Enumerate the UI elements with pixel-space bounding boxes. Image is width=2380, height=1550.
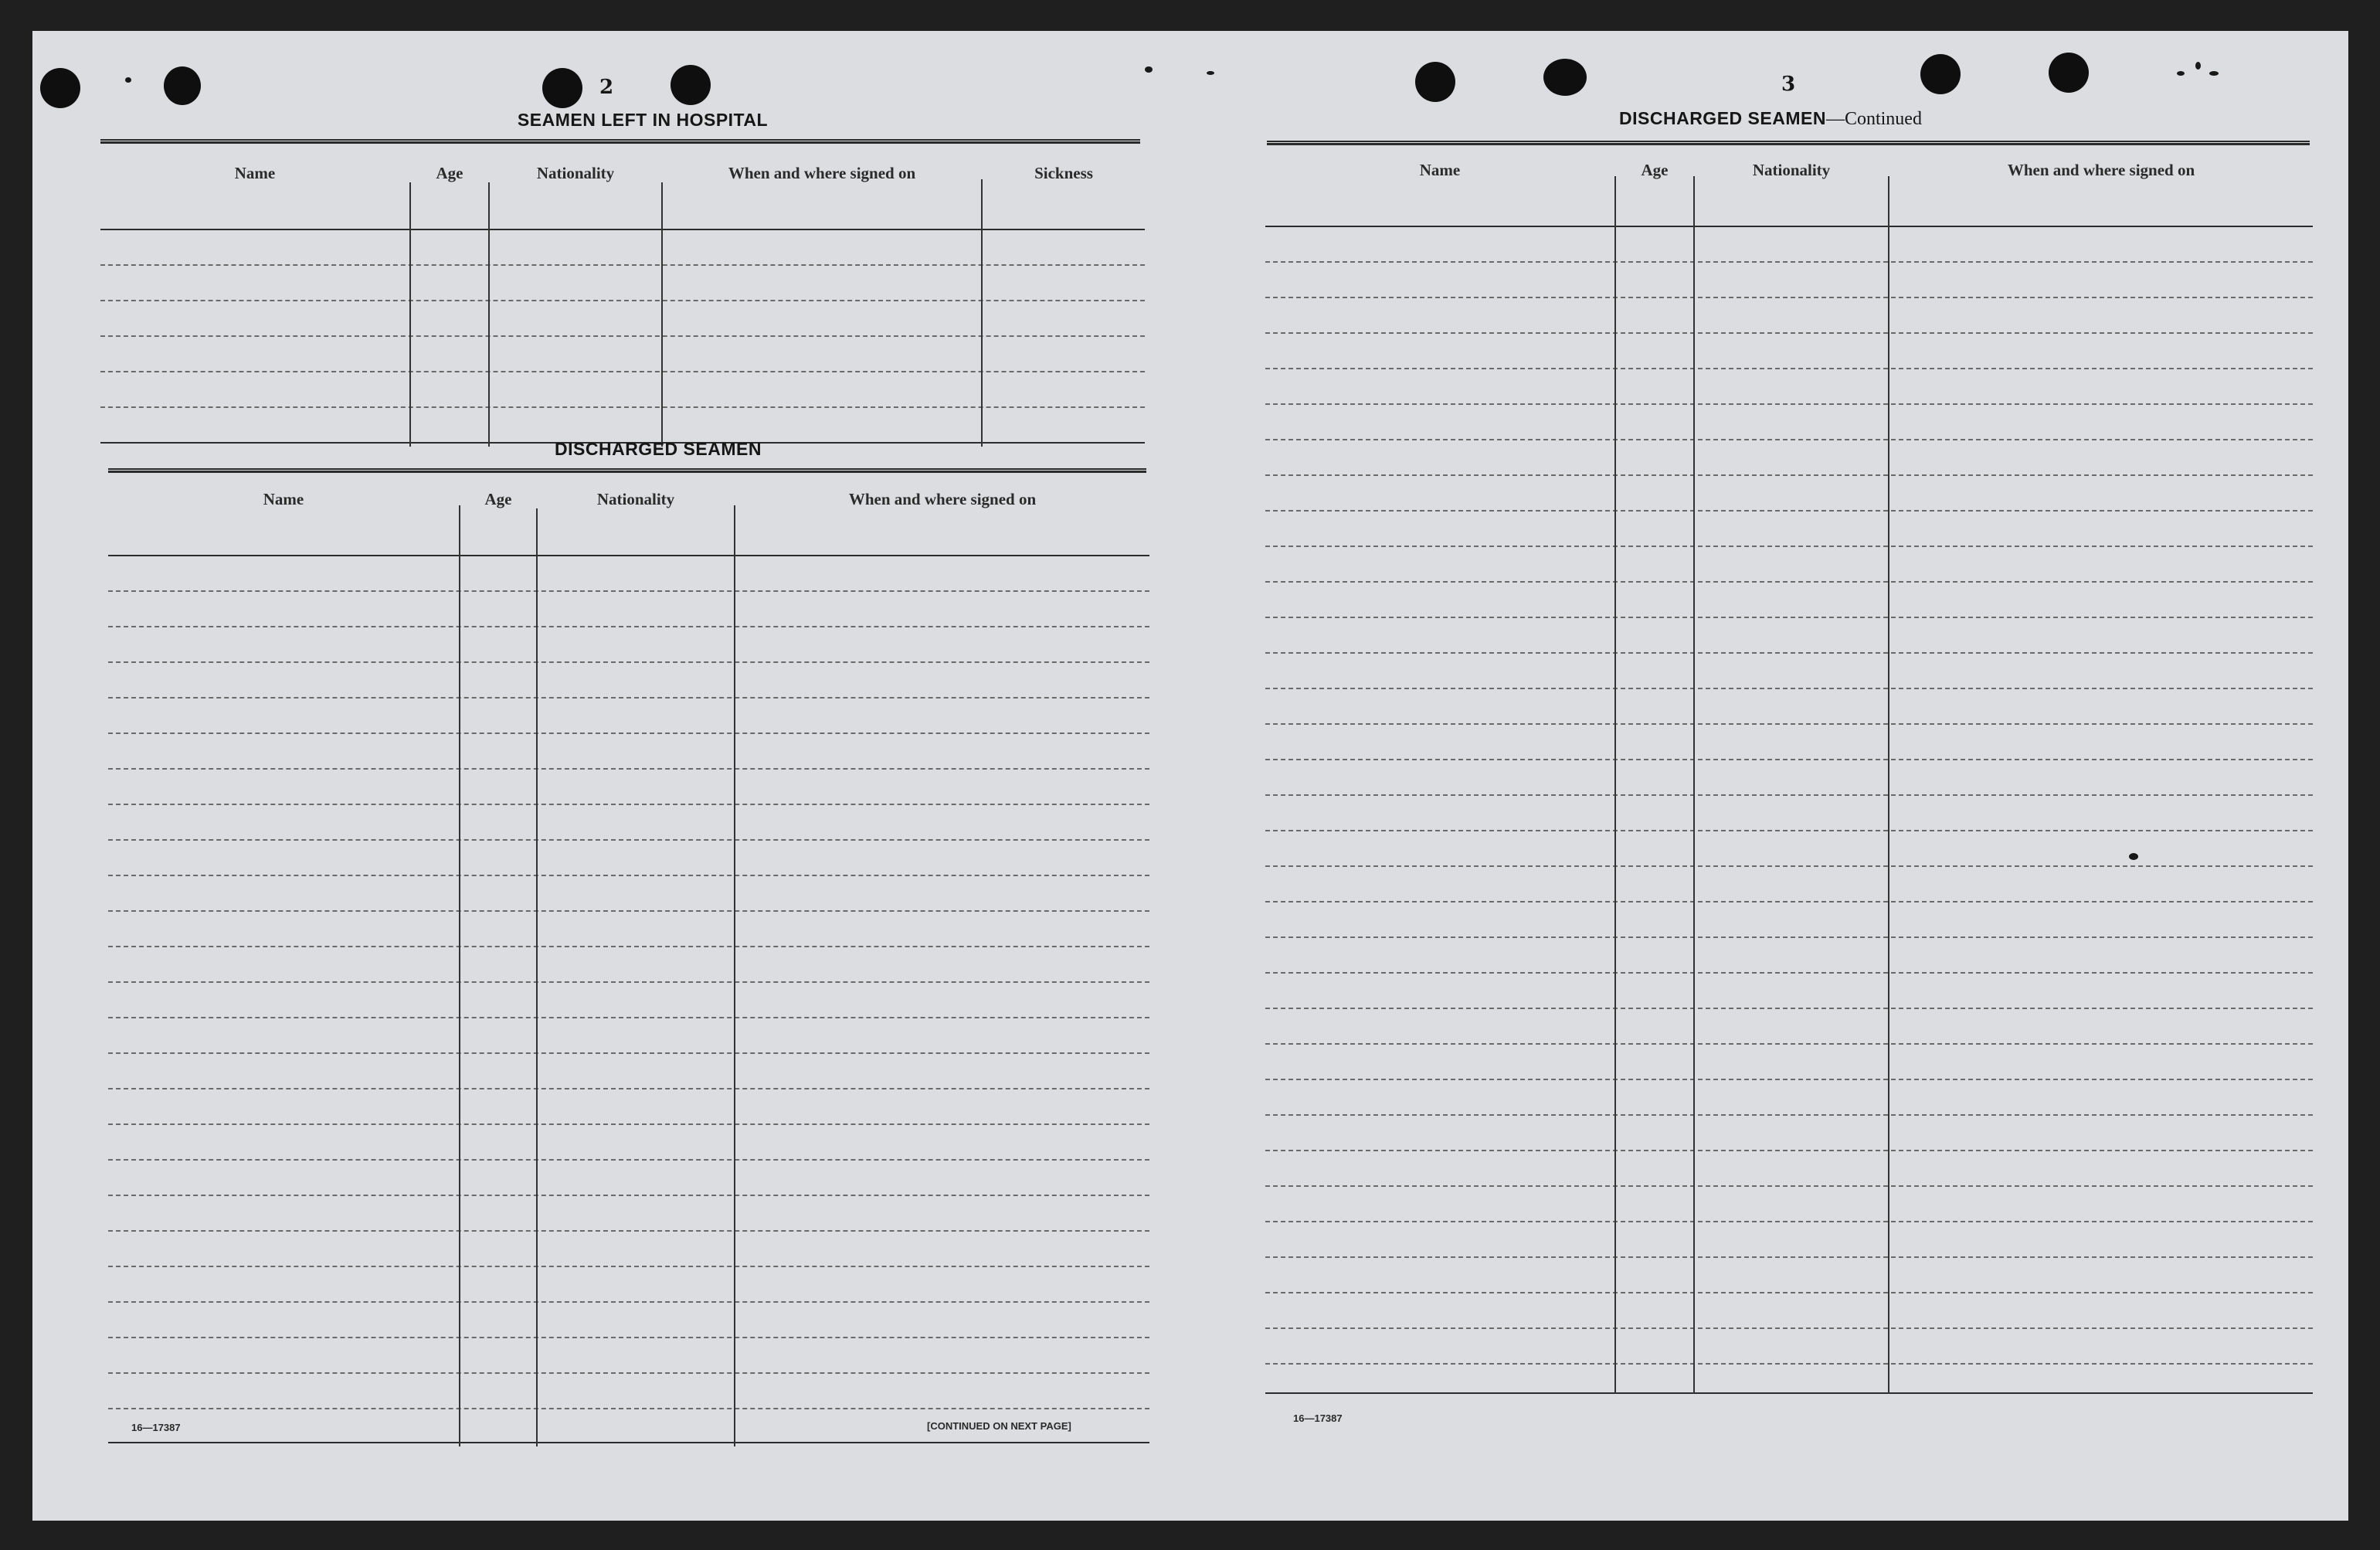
row-line bbox=[1265, 332, 2313, 334]
ink-speck bbox=[1207, 71, 1214, 75]
ink-speck bbox=[1145, 66, 1153, 73]
section-title-discharged: DISCHARGED SEAMEN bbox=[555, 439, 762, 459]
row-line bbox=[1265, 1327, 2313, 1329]
double-rule bbox=[100, 139, 1140, 144]
column-divider bbox=[409, 182, 411, 447]
row-line bbox=[108, 1052, 1149, 1054]
row-line bbox=[108, 1337, 1149, 1338]
row-line bbox=[108, 875, 1149, 876]
row-line bbox=[108, 661, 1149, 663]
page-number: 2 bbox=[599, 76, 614, 99]
column-divider bbox=[661, 182, 663, 447]
row-line bbox=[1265, 510, 2313, 512]
row-line bbox=[108, 1088, 1149, 1089]
section-title-discharged-continued bbox=[1268, 108, 2273, 130]
section-title-text: DISCHARGED SEAMEN bbox=[1619, 108, 1826, 128]
row-line bbox=[1265, 1221, 2313, 1222]
row-line bbox=[100, 300, 1145, 301]
column-header-signed-on: When and where signed on bbox=[848, 489, 1037, 508]
row-line bbox=[1265, 1185, 2313, 1187]
punch-hole bbox=[671, 65, 711, 105]
table-bottom-rule bbox=[108, 1442, 1149, 1443]
punch-hole bbox=[542, 68, 582, 108]
column-header-signed-on: When and where signed on bbox=[2007, 160, 2195, 179]
row-line bbox=[1265, 581, 2313, 583]
ink-speck bbox=[2209, 71, 2219, 76]
row-line bbox=[1265, 688, 2313, 689]
punch-hole bbox=[40, 68, 80, 108]
row-line bbox=[1265, 617, 2313, 618]
row-line bbox=[108, 981, 1149, 983]
row-line bbox=[1265, 1079, 2313, 1080]
row-line bbox=[1265, 1008, 2313, 1009]
column-header-nationality: Nationality bbox=[1752, 160, 1831, 179]
header-rule bbox=[1265, 226, 2313, 227]
row-line bbox=[1265, 936, 2313, 938]
row-line bbox=[108, 626, 1149, 627]
row-line bbox=[1265, 1256, 2313, 1258]
row-line bbox=[108, 1123, 1149, 1125]
row-line bbox=[108, 1230, 1149, 1232]
row-line bbox=[108, 768, 1149, 770]
column-header-nationality: Nationality bbox=[536, 163, 615, 182]
punch-hole bbox=[2049, 53, 2089, 93]
hospital-table bbox=[100, 148, 1145, 447]
column-header-sickness: Sickness bbox=[1034, 163, 1093, 182]
column-divider bbox=[488, 182, 490, 447]
row-line bbox=[1265, 474, 2313, 476]
document-sheet bbox=[32, 31, 2348, 1521]
row-line bbox=[108, 733, 1149, 734]
ink-speck bbox=[2195, 62, 2201, 70]
ink-speck bbox=[2177, 71, 2185, 76]
ink-speck bbox=[125, 77, 131, 83]
row-line bbox=[1265, 546, 2313, 547]
row-line bbox=[1265, 1363, 2313, 1365]
column-divider bbox=[536, 508, 538, 1446]
row-line bbox=[1265, 1114, 2313, 1116]
column-header-name: Name bbox=[234, 163, 276, 182]
header-rule bbox=[100, 229, 1145, 230]
punch-hole bbox=[1415, 62, 1455, 102]
row-line bbox=[1265, 261, 2313, 263]
form-number: 16—17387 bbox=[131, 1422, 181, 1433]
row-line bbox=[108, 1159, 1149, 1161]
punch-hole bbox=[1543, 59, 1587, 96]
page-number: 3 bbox=[1781, 73, 1796, 96]
row-line bbox=[100, 335, 1145, 337]
row-line bbox=[1265, 794, 2313, 796]
column-header-name: Name bbox=[1419, 160, 1461, 179]
column-divider bbox=[1888, 176, 1889, 1394]
column-header-signed-on: When and where signed on bbox=[728, 163, 916, 182]
discharged-continued-table bbox=[1265, 145, 2313, 1399]
row-line bbox=[108, 910, 1149, 912]
row-line bbox=[1265, 652, 2313, 654]
row-line bbox=[1265, 297, 2313, 298]
row-line bbox=[1265, 901, 2313, 902]
row-line bbox=[100, 406, 1145, 408]
section-title-hospital: SEAMEN LEFT IN HOSPITAL bbox=[517, 110, 769, 130]
row-line bbox=[1265, 403, 2313, 405]
header-rule bbox=[108, 555, 1149, 556]
column-header-age: Age bbox=[1641, 160, 1669, 179]
table-bottom-rule bbox=[1265, 1392, 2313, 1394]
column-divider bbox=[459, 505, 460, 1446]
row-line bbox=[1265, 368, 2313, 369]
discharged-table bbox=[108, 474, 1149, 1446]
row-line bbox=[1265, 1150, 2313, 1151]
row-line bbox=[108, 1372, 1149, 1374]
row-line bbox=[108, 1195, 1149, 1196]
row-line bbox=[100, 371, 1145, 372]
column-header-age: Age bbox=[436, 163, 463, 182]
row-line bbox=[108, 946, 1149, 947]
section-title-suffix: —Continued bbox=[1825, 109, 1922, 129]
row-line bbox=[108, 1266, 1149, 1267]
row-line bbox=[1265, 1043, 2313, 1045]
form-number: 16—17387 bbox=[1293, 1412, 1343, 1424]
column-divider bbox=[981, 179, 983, 447]
row-line bbox=[1265, 865, 2313, 867]
row-line bbox=[1265, 972, 2313, 974]
row-line bbox=[1265, 830, 2313, 831]
row-line bbox=[1265, 723, 2313, 725]
row-line bbox=[108, 804, 1149, 805]
column-divider bbox=[1614, 176, 1616, 1394]
double-rule bbox=[108, 468, 1146, 473]
column-header-age: Age bbox=[484, 489, 512, 508]
row-line bbox=[108, 839, 1149, 841]
column-header-name: Name bbox=[263, 489, 304, 508]
punch-hole bbox=[164, 66, 201, 105]
punch-hole bbox=[1920, 54, 1961, 94]
row-line bbox=[1265, 759, 2313, 760]
continued-note: [CONTINUED ON NEXT PAGE] bbox=[927, 1420, 1071, 1432]
row-line bbox=[108, 1408, 1149, 1409]
row-line bbox=[108, 697, 1149, 699]
row-line bbox=[108, 590, 1149, 592]
column-divider bbox=[734, 505, 735, 1446]
row-line bbox=[100, 264, 1145, 266]
column-divider bbox=[1693, 176, 1695, 1394]
column-header-nationality: Nationality bbox=[596, 489, 675, 508]
row-line bbox=[1265, 1292, 2313, 1293]
row-line bbox=[1265, 439, 2313, 440]
row-line bbox=[108, 1301, 1149, 1303]
row-line bbox=[108, 1017, 1149, 1018]
